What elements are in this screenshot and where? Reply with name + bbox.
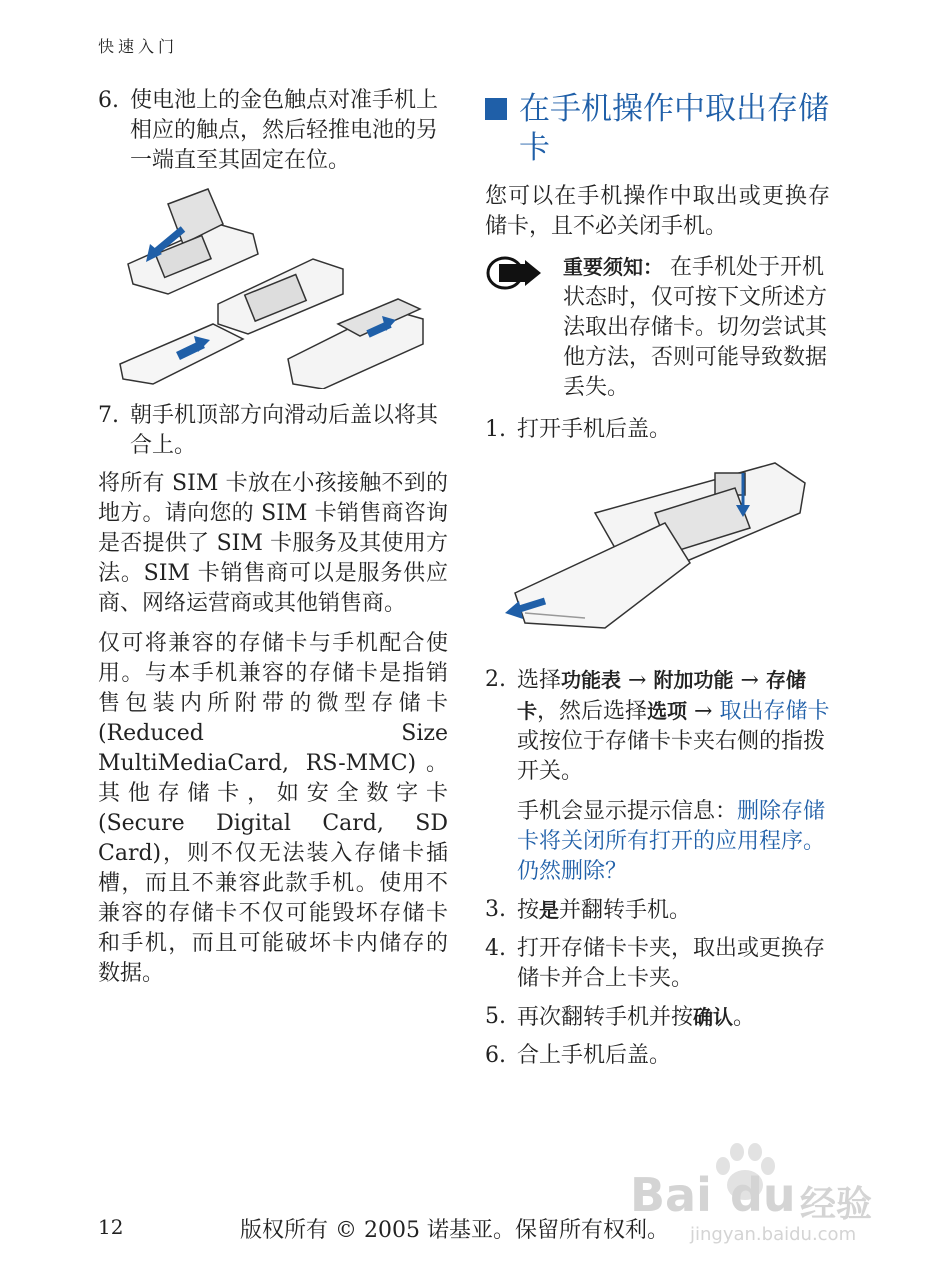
intro-paragraph: 您可以在手机操作中取出或更换存储卡，且不必关闭手机。 xyxy=(485,184,830,239)
key-yes: 是 xyxy=(539,898,560,922)
note-body xyxy=(545,252,830,403)
arrow-icon: → xyxy=(740,668,759,693)
phone-illustration-1 xyxy=(128,189,258,294)
section-title: 在手机操作中取出存储卡 xyxy=(519,91,829,166)
left-column xyxy=(98,86,448,999)
step3-pre: 按 xyxy=(517,898,540,923)
step-number: 3. xyxy=(485,897,506,922)
step2-post: 或按位于存储卡卡夹右侧的指拨开关。 xyxy=(517,729,826,784)
step5-pre: 再次翻转手机并按 xyxy=(517,1005,694,1030)
step5-post: 。 xyxy=(733,1005,756,1030)
step-3-press-yes xyxy=(485,895,830,926)
step-5-confirm xyxy=(485,1002,830,1033)
step-text: 朝手机顶部方向滑动后盖以将其合上。 xyxy=(130,403,439,458)
right-column xyxy=(485,86,830,1079)
menu-label-options: 选项 xyxy=(647,699,688,723)
step2-mid: ，然后选择 xyxy=(537,699,648,724)
prompt-text: 删除存储卡将关闭所有打开的应用程序。仍然删除？ xyxy=(517,799,826,884)
step-text: 使电池上的金色触点对准手机上相应的触点，然后轻推电池的另一端直至其固定在位。 xyxy=(130,88,439,173)
step-number: 1. xyxy=(485,417,506,442)
step-4-replace-card xyxy=(485,934,830,994)
menu-label-memory-card: 存储卡 xyxy=(517,668,806,723)
menu-label-remove-card: 取出存储卡 xyxy=(719,699,830,724)
watermark-brand-2: du xyxy=(730,1168,796,1222)
pointing-hand-icon xyxy=(485,254,545,403)
heading-square-icon xyxy=(485,98,507,120)
step-7-close-cover xyxy=(98,401,448,461)
step-number: 6. xyxy=(485,1043,506,1068)
step-6-close-cover xyxy=(485,1041,830,1071)
step-text xyxy=(517,895,830,926)
phone-illustration-2 xyxy=(218,259,343,334)
arrow-icon: → xyxy=(694,699,713,724)
step-number: 6. xyxy=(98,88,119,113)
copyright-notice: 版权所有 © 2005 诺基亚。保留所有权利。 xyxy=(240,1218,669,1243)
step-number: 4. xyxy=(485,936,506,961)
step2-pre: 选择 xyxy=(517,668,562,693)
running-header: 快速入门 xyxy=(98,37,179,56)
phone-illustration-3 xyxy=(288,299,423,389)
step-text xyxy=(517,1002,830,1033)
step-text: 打开手机后盖。 xyxy=(517,417,672,442)
remove-cover-illustration xyxy=(485,453,815,653)
slid-cover-illustration xyxy=(515,523,690,628)
watermark-brand: Bai xyxy=(630,1168,712,1222)
note-label: 重要须知： xyxy=(563,255,663,279)
section-heading xyxy=(485,90,830,168)
watermark-url: jingyan.baidu.com xyxy=(690,1224,857,1245)
prompt-prefix: 手机会显示提示信息： xyxy=(517,799,738,824)
sim-card-paragraph: 将所有 SIM 卡放在小孩接触不到的地方。请向您的 SIM 卡销售商咨询是否提供了 SIM 卡服务及其使用方法。SIM 卡销售商可以是服务供应商、网络运营商或其他销售商。 xyxy=(98,471,448,616)
step-number: 7. xyxy=(98,403,119,428)
key-confirm: 确认 xyxy=(693,1005,734,1029)
memory-card-paragraph: 仅可将兼容的存储卡与手机配合使用。与本手机兼容的存储卡是指销售包装内所附带的微型存储卡 (Reduced Size MultiMediaCard, RS-MMC)。其他存储卡，如安全数字卡 (Secure Digital Card, SD Card)，则不仅无法装入存储卡插槽，而且不兼容此款手机。使用不兼容的存储卡不仅可能毁坏存储卡和手机，而且可能破坏卡内储存的数据。 xyxy=(98,631,448,986)
step-6-battery xyxy=(98,86,448,176)
step-number: 5. xyxy=(485,1004,506,1029)
step-text: 打开存储卡卡夹，取出或更换存储卡并合上卡夹。 xyxy=(517,936,826,991)
prompt-message xyxy=(517,797,830,887)
menu-label-extras: 附加功能 xyxy=(653,668,734,692)
note-text: 在手机处于开机状态时，仅可按下文所述方法取出存储卡。切勿尝试其他方法，否则可能导致数据丢失。 xyxy=(563,255,828,400)
step3-post: 并翻转手机。 xyxy=(559,898,692,923)
menu-label-functions: 功能表 xyxy=(561,668,622,692)
arrow-icon: → xyxy=(628,668,647,693)
step-2-select-menu xyxy=(485,665,830,887)
watermark-cn: 经验 xyxy=(800,1184,873,1225)
step-text: 合上手机后盖。 xyxy=(517,1043,672,1068)
step-1-open-cover xyxy=(485,415,830,445)
battery-cover-illustration xyxy=(98,184,428,389)
page-number: 12 xyxy=(98,1215,124,1239)
step-number: 2. xyxy=(485,667,506,692)
important-note xyxy=(485,252,830,403)
step-text xyxy=(517,665,830,887)
